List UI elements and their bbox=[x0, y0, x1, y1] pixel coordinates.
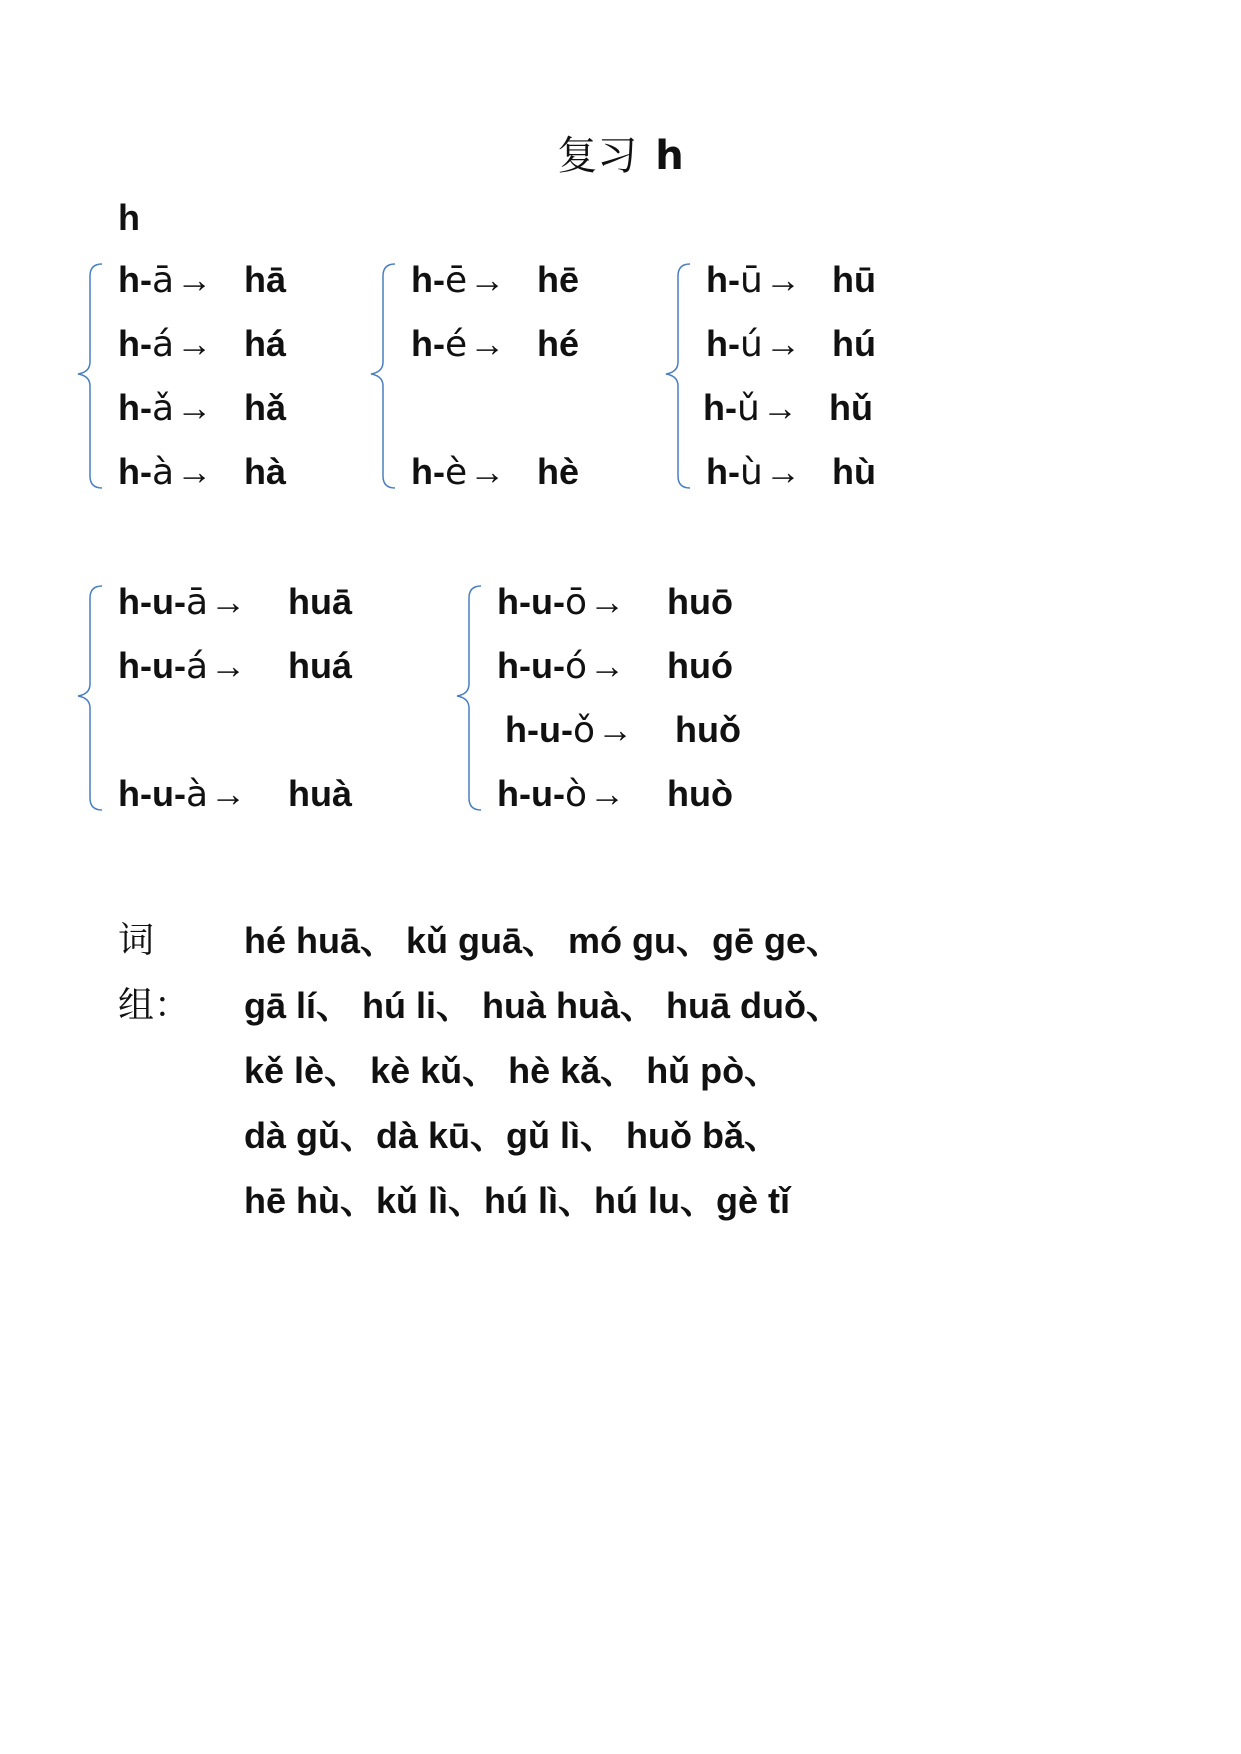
arrow-icon: → bbox=[176, 323, 213, 364]
syllable-row bbox=[505, 708, 741, 752]
syllable-row bbox=[118, 580, 353, 624]
syllable-part: h bbox=[118, 259, 140, 300]
syllable-result: huò bbox=[667, 773, 733, 814]
syllable-part: ǎ bbox=[152, 388, 175, 429]
syllable-part: - bbox=[728, 451, 740, 492]
syllable-result: huā bbox=[288, 581, 353, 622]
arrow-icon: → bbox=[176, 259, 213, 300]
syllable-part: à bbox=[152, 452, 175, 493]
syllable-result: huǒ bbox=[675, 709, 741, 750]
word-groups-lines bbox=[244, 908, 842, 1233]
syllable-part: á bbox=[152, 324, 175, 365]
syllable-part: h bbox=[411, 451, 433, 492]
syllable-part: ā bbox=[185, 582, 209, 623]
title-text: 复习 bbox=[557, 133, 638, 179]
syllable-row bbox=[703, 386, 873, 430]
syllable-part: ò bbox=[564, 774, 587, 815]
syllable-row bbox=[118, 450, 287, 494]
syllable-part: h-u- bbox=[497, 645, 565, 686]
syllable-part: ú bbox=[740, 324, 763, 365]
syllable-part: h-u- bbox=[118, 773, 186, 814]
syllable-part: è bbox=[445, 452, 468, 493]
arrow-icon: → bbox=[469, 259, 506, 300]
syllable-row bbox=[118, 772, 353, 816]
left-brace-icon bbox=[76, 260, 120, 492]
syllable-part: h bbox=[118, 451, 140, 492]
arrow-icon: → bbox=[589, 581, 625, 622]
syllable-result: há bbox=[244, 323, 287, 364]
syllable-part: - bbox=[433, 323, 445, 364]
syllable-part: - bbox=[140, 451, 152, 492]
syllable-part: h bbox=[706, 451, 728, 492]
arrow-icon: → bbox=[210, 581, 247, 622]
syllable-part: - bbox=[728, 323, 740, 364]
syllable-result: huō bbox=[667, 581, 733, 622]
arrow-icon: → bbox=[469, 323, 506, 364]
arrow-icon: → bbox=[469, 451, 506, 492]
word-line: gā lí、 hú li、 huà huà、 huā duǒ、 bbox=[244, 985, 842, 1026]
syllable-row bbox=[706, 450, 876, 494]
page-title bbox=[0, 124, 1241, 181]
syllable-part: á bbox=[185, 646, 209, 687]
syllable-part: h-u- bbox=[497, 581, 565, 622]
left-brace-icon bbox=[664, 260, 708, 492]
syllable-result: huà bbox=[288, 773, 353, 814]
left-brace-icon bbox=[369, 260, 413, 492]
syllable-row bbox=[118, 386, 287, 430]
syllable-part: - bbox=[433, 259, 445, 300]
syllable-part: ǔ bbox=[737, 388, 760, 429]
syllable-part: h bbox=[411, 323, 433, 364]
syllable-part: - bbox=[140, 323, 152, 364]
syllable-row bbox=[411, 322, 580, 366]
syllable-result: hú bbox=[832, 323, 876, 364]
syllable-row bbox=[118, 258, 287, 302]
syllable-part: h-u- bbox=[118, 581, 186, 622]
syllable-part: h bbox=[411, 259, 433, 300]
syllable-part: - bbox=[433, 451, 445, 492]
syllable-row bbox=[497, 772, 733, 816]
arrow-icon: → bbox=[589, 773, 625, 814]
syllable-part: h-u- bbox=[118, 645, 186, 686]
arrow-icon: → bbox=[176, 387, 213, 428]
syllable-part: é bbox=[445, 324, 468, 365]
syllable-part: - bbox=[725, 387, 737, 428]
syllable-result: hé bbox=[537, 323, 580, 364]
syllable-part: h bbox=[703, 387, 725, 428]
syllable-part: - bbox=[140, 387, 152, 428]
syllable-row bbox=[118, 322, 287, 366]
syllable-result: hù bbox=[832, 451, 876, 492]
arrow-icon: → bbox=[210, 645, 247, 686]
syllable-part: ó bbox=[564, 646, 587, 687]
syllable-row bbox=[497, 644, 733, 688]
syllable-part: h bbox=[706, 323, 728, 364]
syllable-part: h-u- bbox=[497, 773, 565, 814]
syllable-result: hǔ bbox=[829, 387, 873, 428]
syllable-row bbox=[497, 580, 733, 624]
arrow-icon: → bbox=[764, 451, 801, 492]
word-line: hé huā、 kǔ guā、 mó gu、gē ge、 bbox=[244, 920, 843, 961]
syllable-part: - bbox=[728, 259, 740, 300]
arrow-icon: → bbox=[589, 645, 625, 686]
syllable-row bbox=[706, 258, 876, 302]
left-brace-icon bbox=[76, 582, 120, 814]
syllable-part: h-u- bbox=[505, 709, 573, 750]
syllable-result: hā bbox=[244, 259, 287, 300]
syllable-part: h bbox=[118, 323, 140, 364]
syllable-part: ā bbox=[152, 260, 175, 301]
syllable-part: ē bbox=[445, 260, 468, 301]
title-letter: h bbox=[655, 133, 684, 179]
syllable-part: h bbox=[706, 259, 728, 300]
arrow-icon: → bbox=[761, 387, 798, 428]
syllable-row bbox=[411, 450, 580, 494]
word-line: dà gǔ、dà kū、gǔ lì、 huǒ bǎ、 bbox=[244, 1115, 780, 1156]
syllable-result: huá bbox=[288, 645, 353, 686]
syllable-part: ō bbox=[564, 582, 587, 623]
syllable-part: - bbox=[140, 259, 152, 300]
word-line: kě lè、 kè kǔ、 hè kǎ、 hǔ pò、 bbox=[244, 1050, 781, 1091]
syllable-result: hà bbox=[244, 451, 287, 492]
arrow-icon: → bbox=[764, 259, 801, 300]
left-brace-icon bbox=[455, 582, 499, 814]
syllable-part: ù bbox=[740, 452, 763, 493]
syllable-part: h bbox=[118, 387, 140, 428]
syllable-part: ǒ bbox=[572, 710, 595, 751]
syllable-result: hē bbox=[537, 259, 580, 300]
arrow-icon: → bbox=[764, 323, 801, 364]
syllable-result: huó bbox=[667, 645, 733, 686]
syllable-result: hǎ bbox=[244, 387, 287, 428]
syllable-row bbox=[706, 322, 876, 366]
syllable-part: ū bbox=[740, 260, 763, 301]
syllable-row bbox=[118, 644, 353, 688]
arrow-icon: → bbox=[210, 773, 247, 814]
arrow-icon: → bbox=[597, 709, 633, 750]
syllable-result: hū bbox=[832, 259, 876, 300]
syllable-part: à bbox=[185, 774, 209, 815]
initial-letter: h bbox=[118, 197, 140, 238]
word-line: hē hù、kǔ lì、hú lì、hú lu、gè tǐ bbox=[244, 1180, 790, 1221]
syllable-row bbox=[411, 258, 580, 302]
word-groups-label: 词组： bbox=[118, 920, 191, 1026]
syllable-result: hè bbox=[537, 451, 580, 492]
arrow-icon: → bbox=[176, 451, 213, 492]
